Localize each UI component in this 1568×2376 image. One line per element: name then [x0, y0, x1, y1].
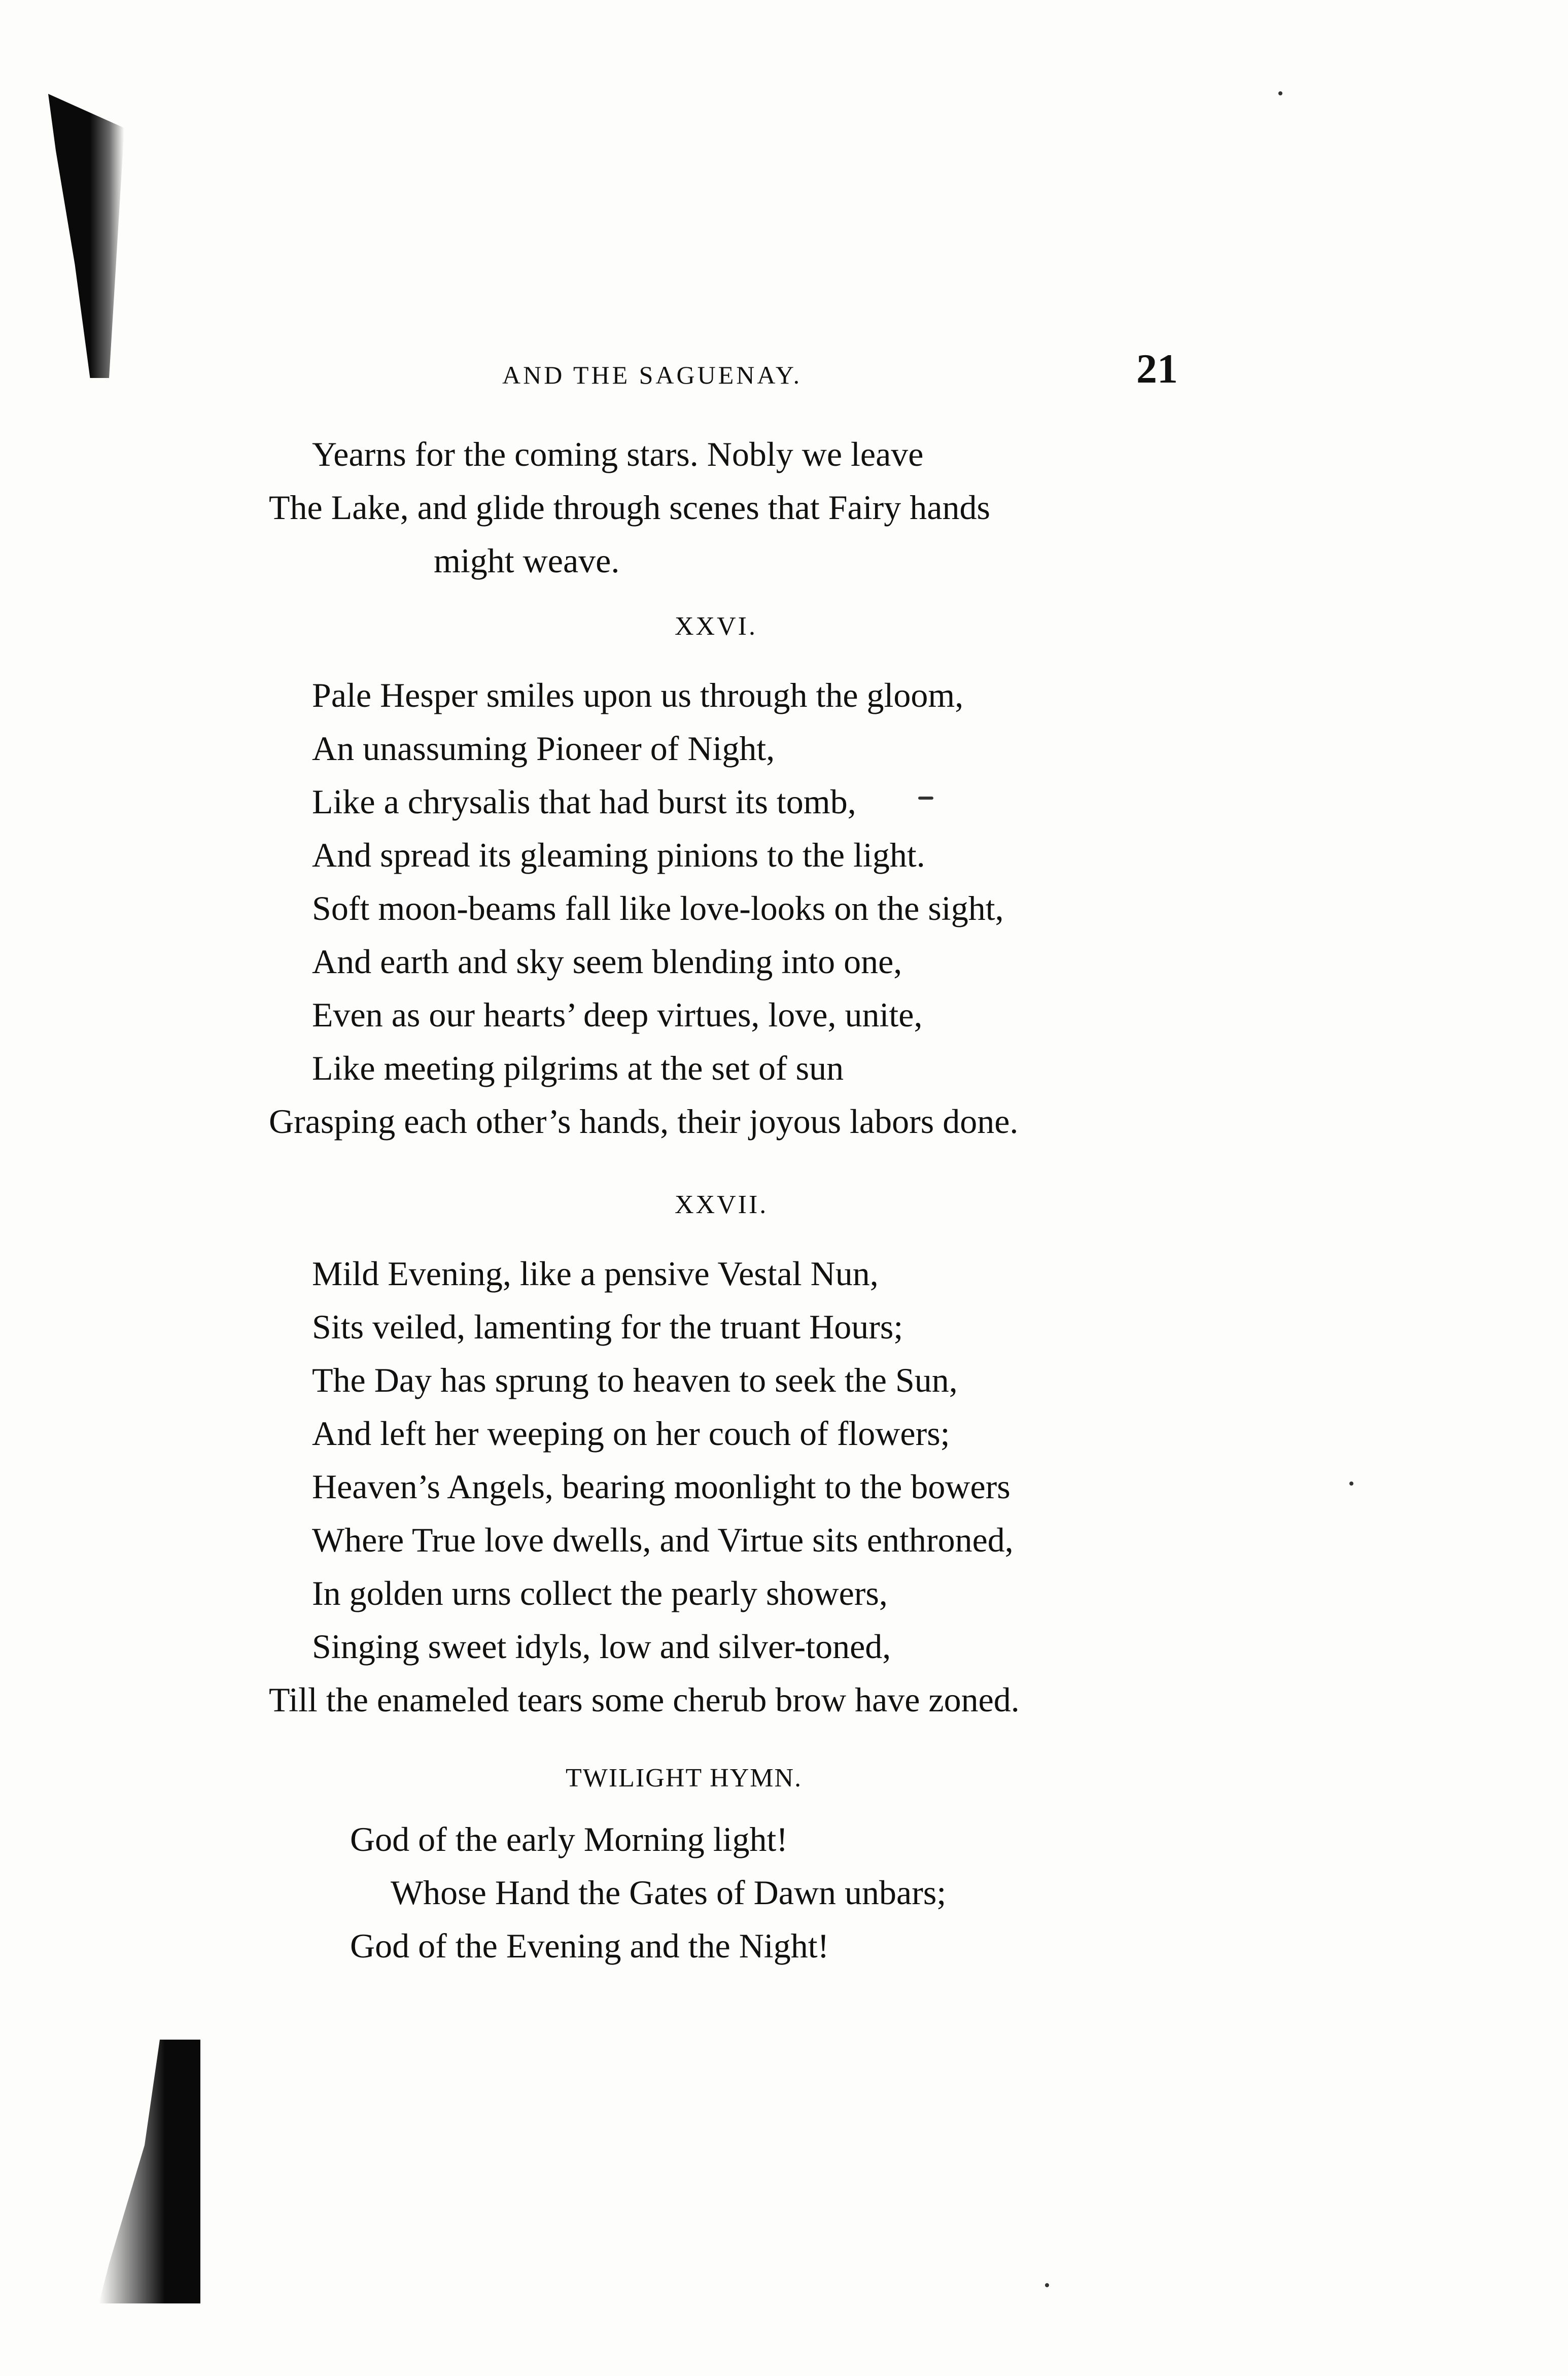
poem-line: And left her weeping on her couch of flowers;: [312, 1414, 950, 1453]
poem-line: might weave.: [434, 541, 620, 580]
scan-binding-shadow-bottom: [99, 2040, 200, 2303]
poem-line: Yearns for the coming stars. Nobly we leave: [312, 435, 924, 473]
poem-line: Like meeting pilgrims at the set of sun: [312, 1049, 844, 1087]
scan-speck: [1045, 2283, 1049, 2287]
poem-line: And earth and sky seem blending into one,: [312, 942, 902, 981]
poem-line: In golden urns collect the pearly showers,: [312, 1574, 888, 1612]
poem-line: And spread its gleaming pinions to the light.: [312, 836, 925, 874]
scan-binding-shadow-top: [48, 94, 124, 378]
poem-line: Pale Hesper smiles upon us through the gloom,: [312, 676, 964, 714]
scan-speck: [918, 797, 933, 800]
poem-line: The Lake, and glide through scenes that Fairy hands: [269, 488, 990, 527]
poem-line: Even as our hearts’ deep virtues, love, unite,: [312, 995, 923, 1034]
page-header: [0, 346, 1568, 411]
poem-line: Like a chrysalis that had burst its tomb,: [312, 782, 856, 821]
poem-line: Singing sweet idyls, low and silver-toned,: [312, 1627, 891, 1666]
poem-line: Sits veiled, lamenting for the truant Hours;: [312, 1307, 903, 1346]
poem-line: The Day has sprung to heaven to seek the Sun,: [312, 1361, 958, 1399]
hymn-title: TWILIGHT HYMN.: [566, 1764, 803, 1793]
poem-line: Grasping each other’s hands, their joyous labors done.: [269, 1102, 1019, 1141]
poem-line: God of the early Morning light!: [350, 1820, 788, 1858]
poem-line: Mild Evening, like a pensive Vestal Nun,: [312, 1254, 879, 1293]
poem-line: Heaven’s Angels, bearing moonlight to the bowers: [312, 1467, 1011, 1506]
poem-line: An unassuming Pioneer of Night,: [312, 729, 775, 768]
poem-line: Soft moon-beams fall like love-looks on the sight,: [312, 889, 1004, 927]
page-number: 21: [1136, 346, 1178, 392]
stanza-number: XXVI.: [675, 612, 757, 641]
poem-line: Whose Hand the Gates of Dawn unbars;: [391, 1873, 947, 1912]
poem-line: God of the Evening and the Night!: [350, 1926, 829, 1965]
poem-line: Till the enameled tears some cherub brow have zoned.: [269, 1680, 1020, 1719]
scan-speck: [1349, 1482, 1353, 1486]
poem-line: Where True love dwells, and Virtue sits enthroned,: [312, 1521, 1014, 1559]
stanza-number: XXVII.: [675, 1190, 769, 1219]
running-head: AND THE SAGUENAY.: [502, 361, 803, 389]
scan-speck: [1278, 91, 1282, 95]
